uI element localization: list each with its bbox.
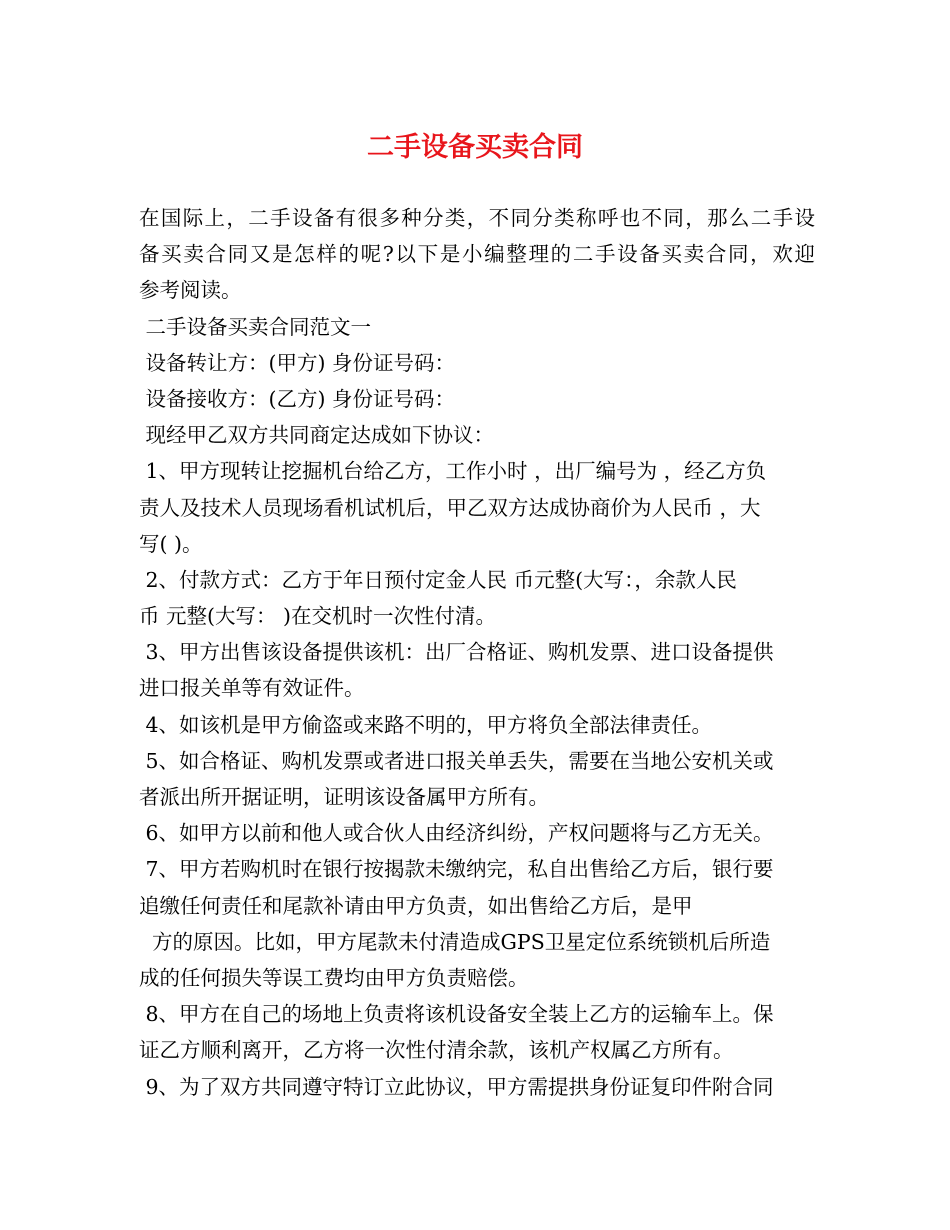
body-line: 证乙方顺利离开，乙方将一次性付清余款，该机产权属乙方所有。 [139, 1038, 734, 1063]
body-line: 设备接收方：(乙方) 身份证号码： [139, 386, 456, 411]
body-line: 2、付款方式：乙方于年日预付定金人民 币元整(大写：，余款人民 [139, 567, 737, 592]
body-line: 成的任何损失等误工费均由甲方负责赔偿。 [139, 965, 529, 990]
body-line: 6、如甲方以前和他人或合伙人由经济纠纷，产权问题将与乙方无关。 [139, 821, 774, 846]
body-line: 参考阅读。 [139, 278, 242, 303]
body-line: 备买卖合同又是怎样的呢?以下是小编整理的二手设备买卖合同，欢迎 [139, 242, 815, 267]
body-line: 5、如合格证、购机发票或者进口报关单丢失，需要在当地公安机关或 [139, 748, 774, 773]
body-line: 1、甲方现转让挖掘机台给乙方，工作小时 ，出厂编号为 ，经乙方负 [139, 459, 767, 484]
document-body [139, 200, 815, 1105]
body-line: 二手设备买卖合同范文一 [139, 314, 372, 339]
document-title: 二手设备买卖合同 [367, 132, 583, 163]
body-line: 追缴任何责任和尾款补请由甲方负责，如出售给乙方后，是甲 [139, 893, 693, 918]
body-line: 方的原因。比如，甲方尾款未付清造成GPS卫星定位系统锁机后所造 [139, 929, 771, 954]
body-line: 7、甲方若购机时在银行按揭款未缴纳完，私自出售给乙方后，银行要 [139, 857, 774, 882]
body-line: 进口报关单等有效证件。 [139, 676, 365, 701]
body-line: 3、甲方出售该设备提供该机：出厂合格证、购机发票、进口设备提供 [139, 640, 774, 665]
body-line: 8、甲方在自己的场地上负责将该机设备安全装上乙方的运输车上。保 [139, 1002, 774, 1027]
body-line: 责人及技术人员现场看机试机后，甲乙双方达成协商价为人民币 ，大 [139, 495, 761, 520]
body-line: 现经甲乙双方共同商定达成如下协议： [139, 423, 495, 448]
body-line: 9、为了双方共同遵守特订立此协议，甲方需提拱身份证复印件附合同 [139, 1074, 774, 1099]
body-line: 设备转让方：(甲方) 身份证号码： [139, 350, 456, 375]
body-line: 写( )。 [139, 531, 203, 556]
body-line: 在国际上，二手设备有很多种分类，不同分类称呼也不同，那么二手设 [139, 206, 815, 230]
body-line: 者派出所开据证明，证明该设备属甲方所有。 [139, 785, 549, 809]
body-line: 4、如该机是甲方偷盗或来路不明的，甲方将负全部法律责任。 [139, 712, 713, 737]
body-line: 币 元整(大写： )在交机时一次性付清。 [139, 604, 497, 629]
